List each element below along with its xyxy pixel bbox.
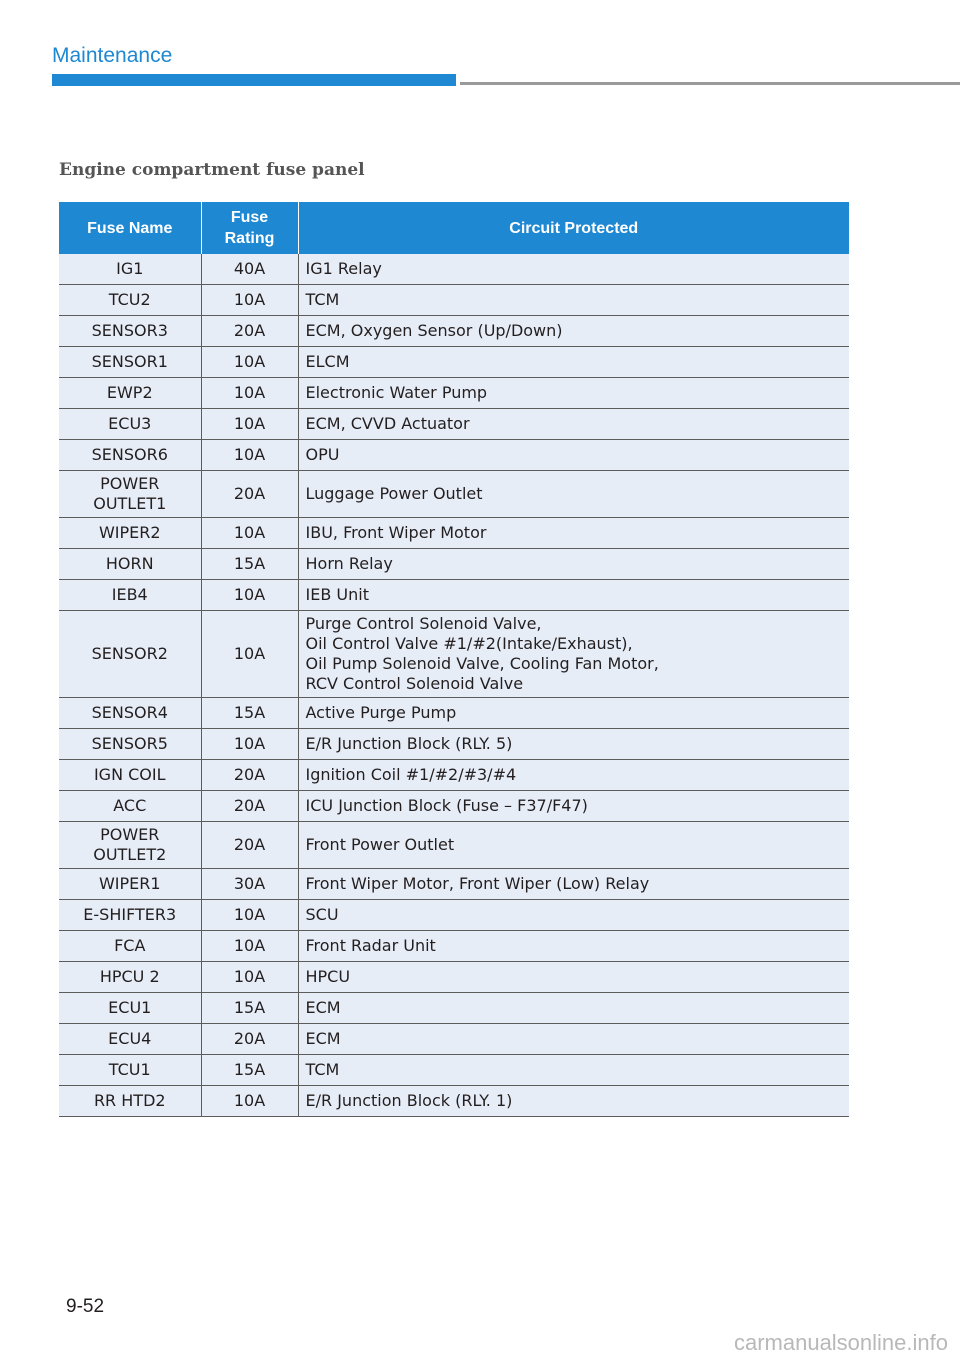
circuit-line: Active Purge Pump: [305, 703, 457, 722]
fuse-name-line: ACC: [113, 796, 147, 815]
table-row: [59, 378, 849, 409]
fuse-rating-cell: 10A: [201, 440, 298, 471]
circuit-protected-cell: [298, 518, 849, 549]
column-header-circuit-protected: Circuit Protected: [298, 202, 849, 254]
circuit-line: Front Radar Unit: [305, 936, 436, 955]
fuse-rating-cell: 20A: [201, 791, 298, 822]
circuit-line: Horn Relay: [305, 554, 393, 573]
circuit-line: ECM, Oxygen Sensor (Up/Down): [305, 321, 563, 340]
fuse-name-cell: [59, 993, 201, 1024]
section-header-title: Maintenance: [52, 44, 173, 67]
column-header-fuse-rating: Fuse Rating: [201, 202, 298, 254]
fuse-rating-cell: 10A: [201, 409, 298, 440]
circuit-protected-cell: [298, 962, 849, 993]
fuse-name-cell: [59, 580, 201, 611]
fuse-rating-cell: 10A: [201, 580, 298, 611]
fuse-name-line: RR HTD2: [93, 1091, 166, 1110]
circuit-protected-cell: [298, 900, 849, 931]
fuse-name-cell: [59, 611, 201, 698]
table-row: [59, 1024, 849, 1055]
circuit-protected-cell: [298, 440, 849, 471]
table-row: [59, 1086, 849, 1117]
header-rule: [460, 82, 960, 85]
table-row: [59, 962, 849, 993]
page-number: 9-52: [66, 1296, 105, 1317]
fuse-rating-cell: 20A: [201, 1024, 298, 1055]
fuse-name-cell: [59, 1086, 201, 1117]
circuit-protected-cell: [298, 549, 849, 580]
fuse-name-line: OUTLET2: [93, 845, 167, 864]
circuit-line: E/R Junction Block (RLY. 1): [305, 1091, 513, 1110]
fuse-name-cell: [59, 316, 201, 347]
circuit-protected-cell: [298, 378, 849, 409]
column-header-fuse-name: Fuse Name: [59, 202, 201, 254]
fuse-name-cell: [59, 900, 201, 931]
circuit-line: ECM: [305, 998, 341, 1017]
table-row: [59, 791, 849, 822]
circuit-protected-cell: [298, 791, 849, 822]
circuit-protected-cell: [298, 993, 849, 1024]
table-row: [59, 471, 849, 518]
table-row: [59, 822, 849, 869]
circuit-line: E/R Junction Block (RLY. 5): [305, 734, 513, 753]
circuit-protected-cell: [298, 869, 849, 900]
fuse-table-body: [59, 254, 849, 1117]
table-row: [59, 1055, 849, 1086]
fuse-name-cell: [59, 729, 201, 760]
circuit-line: TCM: [305, 1060, 340, 1079]
fuse-name-cell: [59, 518, 201, 549]
circuit-protected-cell: [298, 347, 849, 378]
table-row: [59, 549, 849, 580]
fuse-name-cell: [59, 549, 201, 580]
fuse-rating-cell: 10A: [201, 729, 298, 760]
fuse-name-cell: [59, 1055, 201, 1086]
circuit-line: Oil Control Valve #1/#2(Intake/Exhaust),: [305, 634, 633, 653]
circuit-line: ECM: [305, 1029, 341, 1048]
fuse-rating-cell: 10A: [201, 611, 298, 698]
circuit-line: IG1 Relay: [305, 259, 382, 278]
fuse-rating-cell: 10A: [201, 962, 298, 993]
circuit-line: ECM, CVVD Actuator: [305, 414, 470, 433]
table-row: [59, 900, 849, 931]
fuse-name-cell: [59, 378, 201, 409]
table-row: [59, 869, 849, 900]
fuse-name-line: ECU3: [108, 414, 152, 433]
fuse-table-header: [59, 202, 849, 254]
fuse-name-line: POWER: [100, 825, 160, 844]
fuse-name-line: IG1: [116, 259, 144, 278]
table-row: [59, 285, 849, 316]
fuse-name-line: SENSOR6: [91, 445, 168, 464]
fuse-rating-cell: 15A: [201, 698, 298, 729]
circuit-protected-cell: [298, 760, 849, 791]
circuit-protected-cell: [298, 471, 849, 518]
table-row: [59, 409, 849, 440]
circuit-protected-cell: [298, 611, 849, 698]
fuse-name-line: ECU4: [108, 1029, 152, 1048]
fuse-name-cell: [59, 285, 201, 316]
fuse-rating-cell: 40A: [201, 254, 298, 285]
circuit-protected-cell: [298, 1055, 849, 1086]
circuit-line: OPU: [305, 445, 340, 464]
table-row: [59, 518, 849, 549]
table-row: [59, 440, 849, 471]
circuit-line: Electronic Water Pump: [305, 383, 488, 402]
fuse-name-line: TCU1: [108, 1060, 151, 1079]
circuit-line: Front Wiper Motor, Front Wiper (Low) Relay: [305, 874, 650, 893]
table-row: [59, 611, 849, 698]
table-row: [59, 316, 849, 347]
fuse-name-line: OUTLET1: [93, 494, 167, 513]
circuit-line: Purge Control Solenoid Valve,: [305, 614, 542, 633]
circuit-line: HPCU: [305, 967, 351, 986]
circuit-protected-cell: [298, 254, 849, 285]
circuit-line: TCM: [305, 290, 340, 309]
fuse-rating-cell: 15A: [201, 993, 298, 1024]
fuse-name-line: E-SHIFTER3: [83, 905, 177, 924]
circuit-line: Front Power Outlet: [305, 835, 455, 854]
page-title: Engine compartment fuse panel: [59, 160, 365, 180]
fuse-name-cell: [59, 698, 201, 729]
table-row: [59, 698, 849, 729]
circuit-protected-cell: [298, 729, 849, 760]
fuse-name-cell: [59, 1024, 201, 1055]
fuse-name-cell: [59, 471, 201, 518]
fuse-name-cell: [59, 822, 201, 869]
fuse-name-line: EWP2: [106, 383, 153, 402]
fuse-name-cell: [59, 869, 201, 900]
fuse-name-line: IEB4: [111, 585, 148, 604]
fuse-rating-cell: 10A: [201, 1086, 298, 1117]
fuse-rating-cell: 20A: [201, 316, 298, 347]
fuse-name-line: POWER: [100, 474, 160, 493]
fuse-rating-cell: 20A: [201, 760, 298, 791]
fuse-name-line: SENSOR3: [91, 321, 168, 340]
fuse-rating-cell: 15A: [201, 1055, 298, 1086]
circuit-line: IEB Unit: [305, 585, 369, 604]
circuit-line: Ignition Coil #1/#2/#3/#4: [305, 765, 517, 784]
fuse-rating-cell: 30A: [201, 869, 298, 900]
circuit-protected-cell: [298, 1086, 849, 1117]
circuit-protected-cell: [298, 1024, 849, 1055]
fuse-rating-cell: 10A: [201, 900, 298, 931]
fuse-rating-cell: 10A: [201, 378, 298, 409]
table-row: [59, 580, 849, 611]
circuit-line: ICU Junction Block (Fuse – F37/F47): [305, 796, 588, 815]
fuse-name-cell: [59, 347, 201, 378]
fuse-name-line: HORN: [105, 554, 154, 573]
fuse-name-line: IGN COIL: [93, 765, 166, 784]
fuse-rating-cell: 10A: [201, 285, 298, 316]
circuit-protected-cell: [298, 698, 849, 729]
fuse-rating-cell: 10A: [201, 518, 298, 549]
circuit-line: SCU: [305, 905, 339, 924]
circuit-protected-cell: [298, 931, 849, 962]
circuit-protected-cell: [298, 580, 849, 611]
fuse-name-line: SENSOR5: [91, 734, 168, 753]
fuse-rating-cell: 20A: [201, 471, 298, 518]
circuit-protected-cell: [298, 285, 849, 316]
fuse-name-cell: [59, 409, 201, 440]
circuit-line: IBU, Front Wiper Motor: [305, 523, 487, 542]
fuse-name-cell: [59, 760, 201, 791]
table-row: [59, 931, 849, 962]
header-accent-bar: [52, 74, 456, 86]
fuse-name-line: HPCU 2: [99, 967, 160, 986]
circuit-protected-cell: [298, 316, 849, 347]
fuse-name-line: SENSOR1: [91, 352, 168, 371]
fuse-name-line: TCU2: [108, 290, 151, 309]
table-row: [59, 254, 849, 285]
watermark: carmanualsonline.info: [733, 1330, 948, 1355]
table-row: [59, 347, 849, 378]
circuit-line: Oil Pump Solenoid Valve, Cooling Fan Motor,: [305, 654, 659, 673]
fuse-rating-cell: 10A: [201, 347, 298, 378]
fuse-name-cell: [59, 962, 201, 993]
fuse-rating-cell: 10A: [201, 931, 298, 962]
fuse-name-line: WIPER1: [98, 874, 161, 893]
circuit-protected-cell: [298, 822, 849, 869]
fuse-table: [59, 202, 849, 1117]
fuse-rating-cell: 20A: [201, 822, 298, 869]
circuit-line: RCV Control Solenoid Valve: [305, 674, 524, 693]
table-row: [59, 993, 849, 1024]
fuse-name-line: ECU1: [108, 998, 152, 1017]
fuse-name-line: WIPER2: [98, 523, 161, 542]
circuit-protected-cell: [298, 409, 849, 440]
fuse-name-line: SENSOR4: [91, 703, 168, 722]
circuit-line: ELCM: [305, 352, 350, 371]
fuse-name-line: SENSOR2: [91, 644, 168, 663]
table-row: [59, 729, 849, 760]
fuse-name-cell: [59, 931, 201, 962]
circuit-line: Luggage Power Outlet: [305, 484, 483, 503]
fuse-name-cell: [59, 254, 201, 285]
fuse-rating-cell: 15A: [201, 549, 298, 580]
fuse-name-cell: [59, 791, 201, 822]
table-row: [59, 760, 849, 791]
fuse-name-line: FCA: [114, 936, 146, 955]
fuse-name-cell: [59, 440, 201, 471]
